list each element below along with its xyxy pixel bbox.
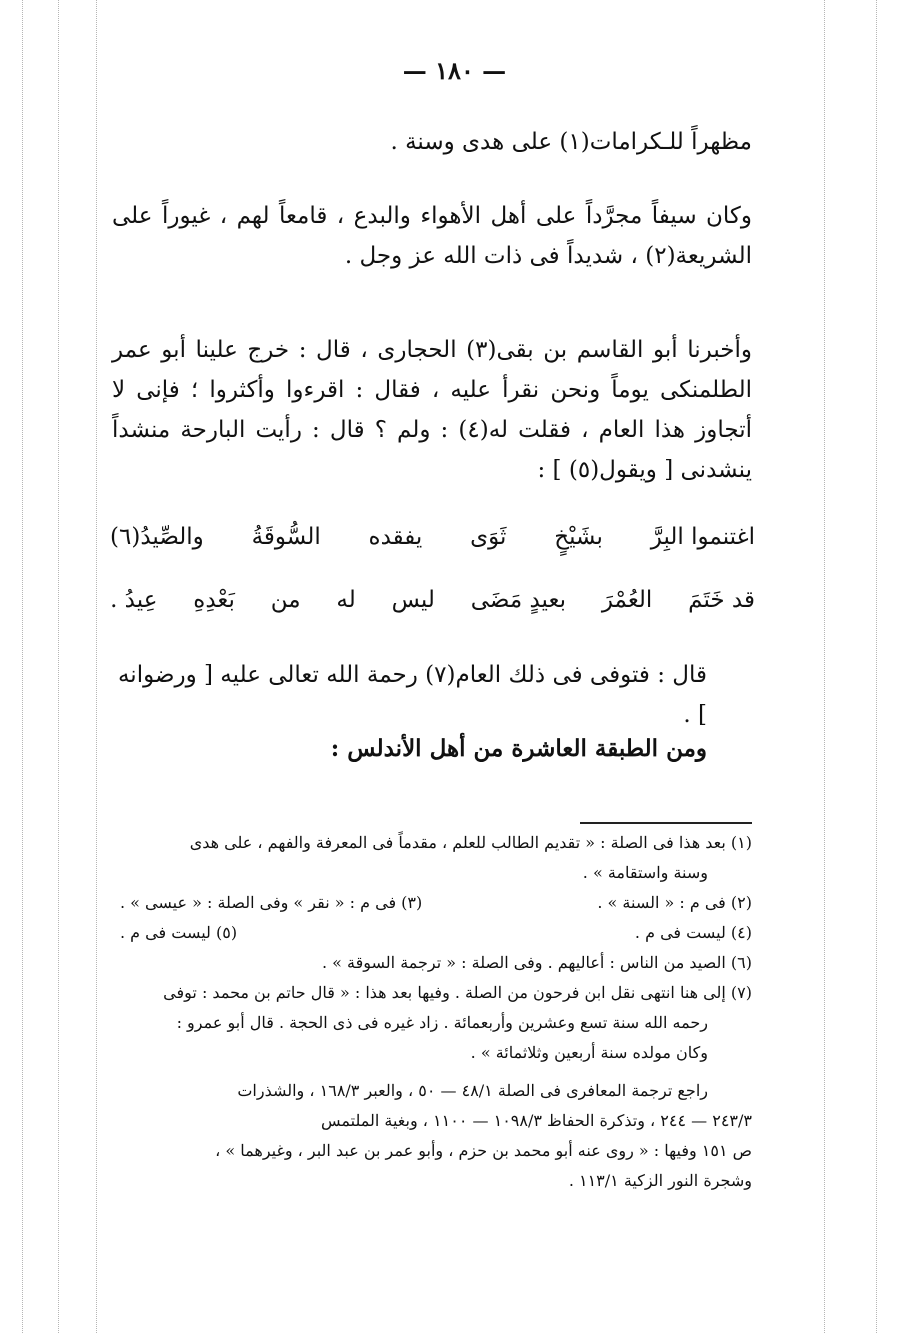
verse-word: عِيدُ . — [110, 587, 158, 613]
references-line: وشجرة النور الزكية ١١٣/١ . — [568, 1171, 752, 1190]
verse-word: ليس — [391, 587, 435, 613]
footnote-4: (٤) ليست فى م . — [634, 923, 752, 942]
footnote-2: (٢) فى م : « السنة » . — [597, 893, 752, 912]
references-line: راجع ترجمة المعافرى فى الصلة ٤٨/١ — ٥٠ ، والعبر ١٦٨/٣ ، والشذرات — [237, 1081, 708, 1100]
footnote-7: (٧) إلى هنا انتهى نقل ابن فرحون من الصلة . وفيها بعد هذا : « قال حاتم بن محمد : توفى — [163, 983, 752, 1002]
footnotes — [100, 828, 752, 1196]
references-line: ص ١٥١ وفيها : « روى عنه أبو محمد بن حزم ، وأبو عمر بن عبد البر ، وغيرهما » ، — [215, 1141, 752, 1160]
footnote-7-cont: رحمه الله سنة تسع وعشرين وأربعمائة . زاد غيره فى ذى الحجة . قال أبو عمرو : — [176, 1013, 708, 1032]
verse-word: يفقده — [368, 524, 423, 550]
verse-word: السُّوقَةُ — [251, 524, 321, 550]
references-line: ٢٤٣/٣ — ٢٤٤ ، وتذكرة الحفاظ ١٠٩٨/٣ — ١١٠٠ ، وبغية الملتمس — [320, 1111, 752, 1130]
footnote-5: (٥) ليست فى م . — [120, 923, 238, 942]
verse-word: بشَيْخٍ — [554, 524, 603, 550]
paragraph-4: قال : فتوفى فى ذلك العام(٧) رحمة الله تعالى عليه [ ورضوانه ] . — [117, 662, 707, 728]
verse-line-1 — [110, 515, 755, 559]
section-heading: ومن الطبقة العاشرة من أهل الأندلس : — [330, 735, 707, 762]
paragraph-2: وكان سيفاً مجرَّداً على أهل الأهواء والبدع ، قامعاً لهم ، غيوراً على الشريعة(٢) ، شديداً فى ذات الله عز وجل . — [112, 203, 752, 269]
scan-guide-line — [22, 0, 23, 1333]
footnote-1: (١) بعد هذا فى الصلة : « تقديم الطالب للعلم ، مقدماً فى المعرفة والفهم ، على هدى — [189, 833, 752, 852]
footnote-row-4-5 — [100, 918, 752, 948]
verse-word: العُمْرَ — [601, 587, 653, 613]
verse-word: من — [270, 587, 301, 613]
footnote-1-cont: وسنة واستقامة » . — [582, 863, 708, 882]
footnote-7-cont: وكان مولده سنة أربعين وثلاثمائة » . — [470, 1043, 708, 1062]
footnote-6: (٦) الصيد من الناس : أعاليهم . وفى الصلة : « ترجمة السوقة » . — [321, 953, 752, 972]
verse-word: له — [336, 587, 356, 613]
footnote-separator — [580, 822, 752, 824]
scan-guide-line — [876, 0, 877, 1333]
references-note — [100, 1076, 752, 1196]
verse-word: اغتنموا البِرَّ — [650, 524, 755, 550]
verse-word: قد خَتَمَ — [688, 587, 755, 613]
verse-word: بَعْدِهِ — [193, 587, 235, 613]
scan-guide-line — [824, 0, 825, 1333]
verse-word: ثَوَى — [470, 524, 507, 550]
footnote-row-2-3 — [100, 888, 752, 918]
page-number: — ١٨٠ — — [402, 56, 507, 85]
verse-line-2 — [110, 578, 755, 622]
scan-guide-line — [58, 0, 59, 1333]
paragraph-3: وأخبرنا أبو القاسم بن بقى(٣) الحجارى ، قال : خرج علينا أبو عمر الطلمنكى يوماً ونحن نقرأ عليه ، فقال : اقرءوا وأكثروا ؛ فإنى لا أتجاوز هذا العام ، فقلت له(٤) : ولم ؟ قال : رأيت البارحة منشداً ينشدنى [ ويقول(٥) ] : — [112, 337, 753, 483]
scan-guide-line — [96, 0, 97, 1333]
verse-word: والصِّيدُ(٦) — [110, 524, 204, 550]
paragraph-1: مظهراً للـكرامات(١) على هدى وسنة . — [390, 129, 752, 155]
footnote-3: (٣) فى م : « نقر » وفى الصلة : « عيسى » . — [120, 893, 423, 912]
verse-word: بعيدٍ مَضَى — [470, 587, 566, 613]
